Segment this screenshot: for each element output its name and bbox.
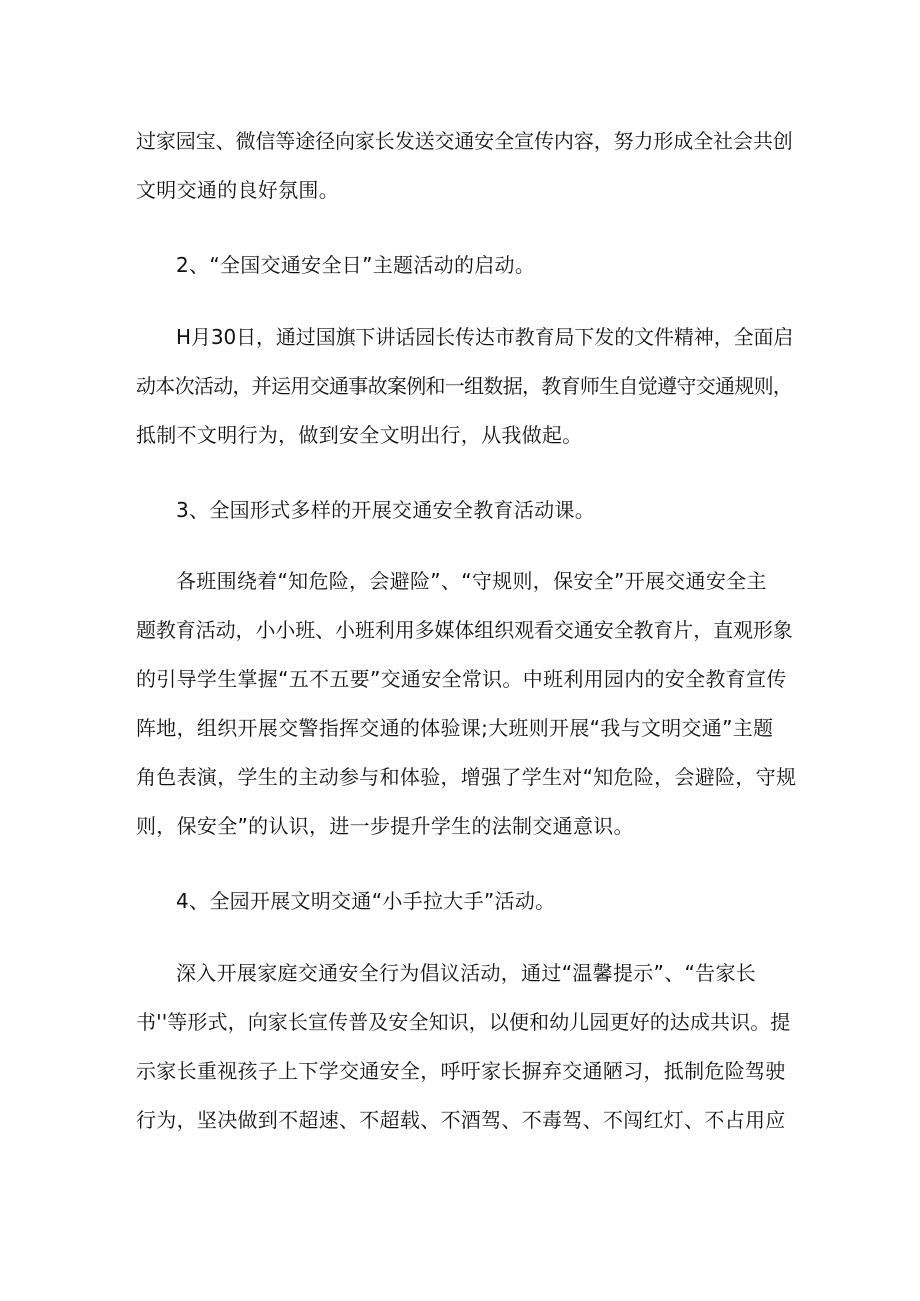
text-line: 题教育活动，小小班、小班利用多媒体组织观看交通安全教育片，直观形象 — [136, 618, 793, 642]
text-line: 各班围绕着“知危险，会避险”、“守规则，保安全”开展交通安全主 — [176, 569, 767, 593]
text-line: 文明交通的良好氛围。 — [136, 178, 339, 202]
text-line: 示家长重视孩子上下学交通安全，呼吁家长摒弃交通陋习，抵制危险驾驶 — [136, 1059, 786, 1083]
text-line: 的引导学生掌握“五不五要”交通安全常识。中班利用园内的安全教育宣传 — [136, 667, 787, 691]
text-line: 抵制不文明行为，做到安全文明出行，从我做起。 — [136, 423, 583, 447]
paragraph-intro-continuation — [136, 117, 796, 215]
text-line: 行为，坚决做到不超速、不超载、不酒驾、不毒驾、不闯红灯、不占用应 — [136, 1108, 786, 1132]
paragraph-section-4 — [136, 949, 796, 1145]
heading-section-4 — [136, 877, 796, 926]
heading-text: 3、全国形式多样的开展交通安全教育活动课。 — [176, 498, 596, 522]
heading-text: 4、全园开展文明交通“小手拉大手”活动。 — [176, 889, 556, 913]
heading-text: 2、“全国交通安全日”主题活动的启动。 — [176, 253, 536, 277]
text-line: H月30日，通过国旗下讲话园长传达市教育局下发的文件精神，全面启 — [176, 325, 794, 349]
text-line: 书''等形式，向家长宣传普及安全知识，以便和幼儿园更好的达成共识。提 — [136, 1010, 791, 1034]
paragraph-section-2 — [136, 313, 796, 460]
text-line: 角色表演，学生的主动参与和体验，增强了学生对“知危险，会避险，守规 — [136, 765, 797, 789]
text-line: 深入开展家庭交通安全行为倡议活动，通过“温馨提示”、“告家长 — [176, 961, 757, 985]
heading-section-3 — [136, 486, 796, 535]
text-line: 过家园宝、微信等途径向家长发送交通安全宣传内容，努力形成全社会共创 — [136, 129, 793, 153]
text-line: 阵地，组织开展交警指挥交通的体验课;大班则开展“我与文明交通”主题 — [136, 716, 774, 740]
text-line: 则，保安全”的认识，进一步提升学生的法制交通意识。 — [136, 814, 634, 838]
paragraph-section-3 — [136, 557, 796, 851]
text-line: 动本次活动，并运用交通事故案例和一组数据，教育师生自觉遵守交通规则， — [136, 374, 793, 398]
heading-section-2 — [136, 241, 796, 290]
